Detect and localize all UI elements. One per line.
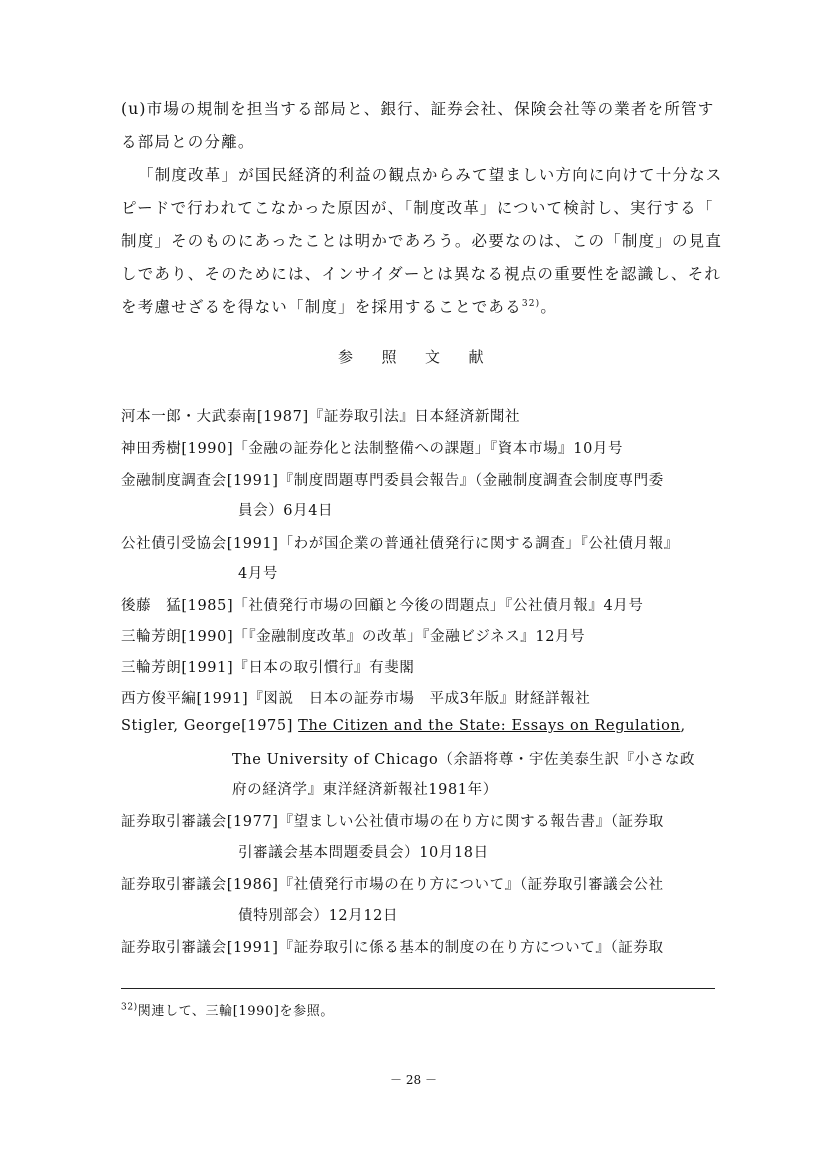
body-line-7-end: 。 <box>540 298 558 316</box>
body-line-1: (u)市場の規制を担当する部局と、銀行、証券会社、保険会社等の業者を所管す <box>121 100 715 118</box>
heading-char-4: 献 <box>468 348 485 366</box>
reference-entry-continued: 債特別部会）12月12日 <box>238 908 399 924</box>
reference-book-title: The Citizen and the State: Essays on Regulation <box>298 718 681 734</box>
reference-entry: 三輪芳朗[1991]『日本の取引慣行』有斐閣 <box>121 660 415 676</box>
page-number: － 28 － <box>390 1073 437 1087</box>
reference-entry-continued: 引審議会基本問題委員会）10月18日 <box>238 845 489 861</box>
body-line-4: ピードで行われてこなかった原因が、「制度改革」について検討し、実行する「 <box>121 199 714 217</box>
body-line-5: 制度」そのものにあったことは明かであろう。必要なのは、この「制度」の見直 <box>121 232 723 250</box>
reference-punct: , <box>680 718 686 734</box>
reference-entry: 公社債引受協会[1991]「わが国企業の普通社債発行に関する調査」『公社債月報』 <box>121 536 679 552</box>
reference-entry: 金融制度調査会[1991]『制度問題専門委員会報告』（金融制度調査会制度専門委 <box>121 473 664 489</box>
reference-entry: 三輪芳朗[1990]「『金融制度改革』の改革」『金融ビジネス』12月号 <box>121 629 586 645</box>
reference-author: Stigler, George[1975] <box>121 718 299 734</box>
heading-char-2: 照 <box>381 348 398 366</box>
footnote <box>121 1000 334 1019</box>
reference-entry: 西方俊平編[1991]『図説 日本の証券市場 平成3年版』財経詳報社 <box>121 691 591 707</box>
footnote-text: 関連して、三輪[1990]を参照。 <box>137 1004 334 1019</box>
body-line-2: る部局との分離。 <box>121 133 255 151</box>
reference-entry-continued: 府の経済学』東洋経済新報社1981年） <box>232 782 498 798</box>
footnote-mark: 32) <box>121 1002 138 1013</box>
body-line-7-text: を考慮せざるを得ない「制度」を採用することである <box>121 298 522 316</box>
reference-entry: 神田秀樹[1990]「金融の証券化と法制整備への課題」『資本市場』10月号 <box>121 441 624 457</box>
reference-entry-continued: The University of Chicago（余語将尊・宇佐美泰生訳『小さな政 <box>232 752 696 768</box>
reference-entry <box>121 718 686 734</box>
body-line-7 <box>121 295 557 317</box>
reference-entry: 証券取引審議会[1977]『望ましい公社債市場の在り方に関する報告書』（証券取 <box>121 814 664 830</box>
body-line-3: 「制度改革」が国民経済的利益の観点からみて望ましい方向に向けて十分なス <box>138 166 723 184</box>
reference-entry-continued: 4月号 <box>238 566 279 582</box>
footnote-reference: 32) <box>521 298 541 309</box>
reference-entry: 後藤 猛[1985]「社債発行市場の回顧と今後の問題点」『公社債月報』4月号 <box>121 598 644 614</box>
references-heading <box>338 346 484 367</box>
footnote-divider <box>121 988 715 989</box>
reference-entry-continued: 員会）6月4日 <box>238 503 334 519</box>
heading-char-3: 文 <box>425 348 441 366</box>
reference-entry: 証券取引審議会[1991]『証券取引に係る基本的制度の在り方について』（証券取 <box>121 940 664 956</box>
reference-entry: 証券取引審議会[1986]『社債発行市場の在り方について』（証券取引審議会公社 <box>121 877 664 893</box>
heading-char-1: 参 <box>338 348 354 366</box>
body-line-6: しであり、そのためには、インサイダーとは異なる視点の重要性を認識し、それ <box>121 265 722 283</box>
reference-entry: 河本一郎・大武泰南[1987]『証券取引法』日本経済新聞社 <box>121 409 521 425</box>
